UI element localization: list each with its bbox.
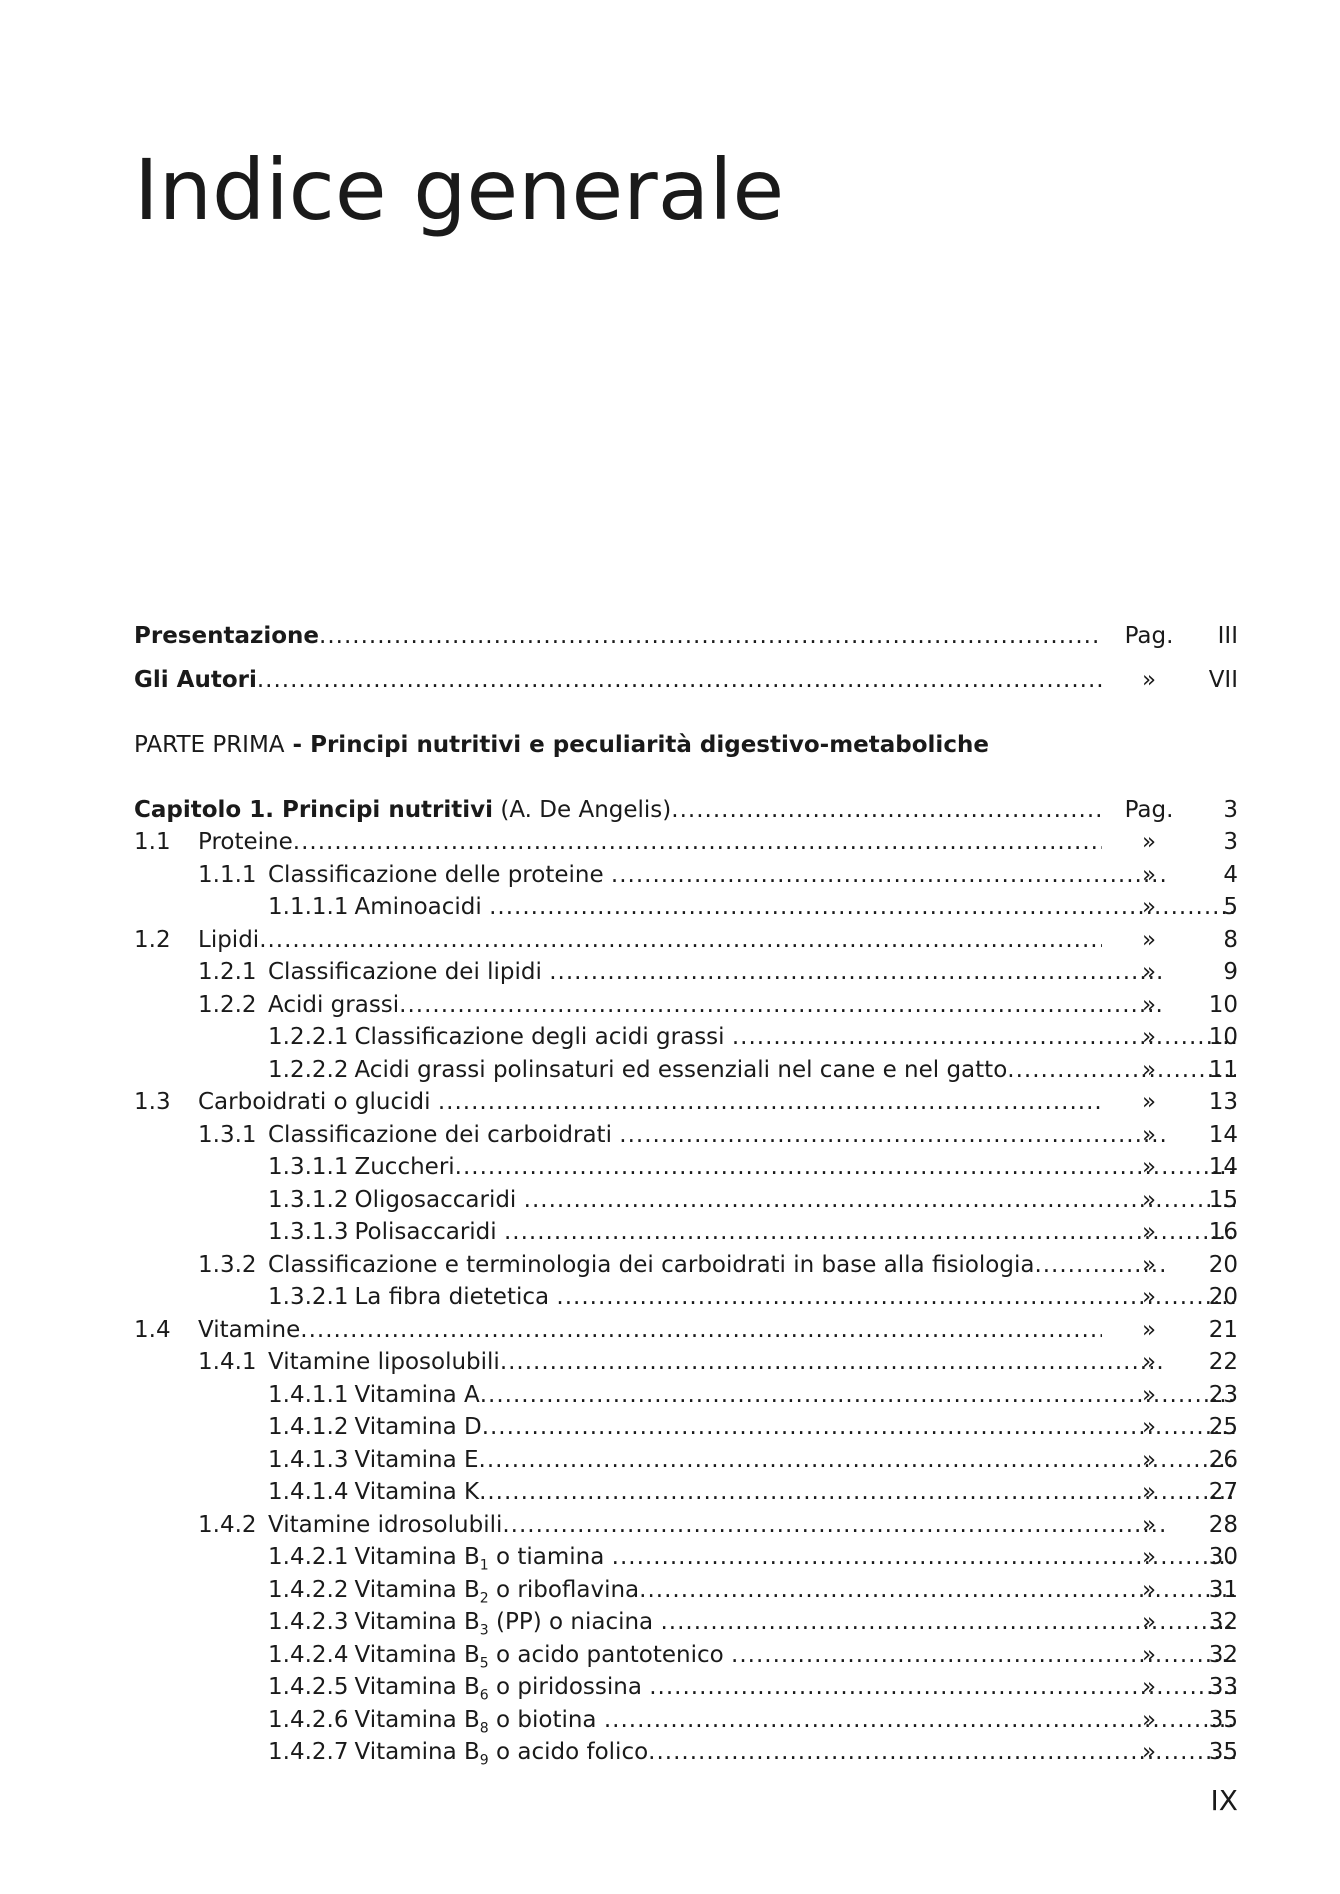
entry-number: 1.3.2.1 xyxy=(268,1284,349,1310)
entry-number: 1.4 xyxy=(134,1316,171,1343)
entry-subscript: 2 xyxy=(479,1590,489,1606)
toc-row xyxy=(134,794,1238,827)
entry-number: 1.3.1 xyxy=(198,1121,257,1148)
entry-number: 1.2.2 xyxy=(198,991,257,1018)
entry-title: Polisaccaridi xyxy=(354,1219,504,1245)
page-folio: IX xyxy=(1210,1784,1238,1817)
entry-number: 1.2.2.2 xyxy=(268,1056,349,1083)
toc-entry xyxy=(134,1151,1236,1184)
toc-row xyxy=(134,859,1238,892)
page-number: 35 xyxy=(1208,1739,1238,1765)
toc-entry xyxy=(134,1346,1166,1379)
page-unit: » xyxy=(1141,894,1157,920)
entry-title: Vitamina B xyxy=(354,1544,480,1570)
page-number: 20 xyxy=(1208,1251,1238,1278)
entry-number: 1.4.1.3 xyxy=(268,1446,349,1473)
toc-entry xyxy=(134,891,1236,924)
entry-title: Classificazione dei lipidi xyxy=(268,959,550,985)
page-number: 32 xyxy=(1208,1641,1238,1668)
chapter-title: Capitolo 1. Principi nutritivi xyxy=(134,796,494,823)
page-unit: » xyxy=(1141,1511,1157,1538)
toc-entry xyxy=(134,1086,1102,1119)
entry-title-rest: o riboflavina xyxy=(488,1576,640,1603)
page-unit: » xyxy=(1141,991,1157,1018)
toc-entry xyxy=(134,1639,1236,1672)
entry-title-rest: o biotina xyxy=(488,1706,604,1733)
page-unit: » xyxy=(1141,1251,1157,1278)
entry-title: Classificazione e terminologia dei carboidrati in base alla fisiologia xyxy=(268,1251,1035,1278)
toc-row xyxy=(134,1509,1238,1542)
entry-title-rest: o tiamina xyxy=(488,1544,612,1570)
toc-entry xyxy=(134,1541,1236,1574)
toc-entry xyxy=(134,1704,1236,1737)
entry-title: Vitamina K xyxy=(354,1479,480,1505)
toc-row xyxy=(134,1541,1238,1574)
page-unit: » xyxy=(1141,666,1157,693)
toc-row xyxy=(134,664,1238,697)
toc-row xyxy=(134,1021,1238,1054)
page-number: 10 xyxy=(1208,1024,1238,1050)
page-number: 3 xyxy=(1223,829,1238,855)
page-unit: » xyxy=(1141,1056,1157,1083)
toc-entry xyxy=(134,859,1166,892)
toc-entry xyxy=(134,1314,1102,1347)
page-unit: » xyxy=(1141,1609,1157,1635)
page-number: 21 xyxy=(1208,1316,1238,1343)
toc-entry xyxy=(134,1249,1166,1282)
entry-number: 1.2.1 xyxy=(198,959,257,985)
toc-row xyxy=(134,1639,1238,1672)
page-unit: » xyxy=(1141,926,1157,953)
page-unit: Pag. xyxy=(1124,796,1174,823)
toc-row xyxy=(134,729,1238,762)
page-number: 35 xyxy=(1208,1706,1238,1733)
toc-entry xyxy=(134,664,1102,697)
toc-entry xyxy=(134,1509,1166,1542)
toc-row xyxy=(134,989,1238,1022)
entry-number: 1.4.2.2 xyxy=(268,1576,349,1603)
entry-title-rest: (PP) o niacina xyxy=(488,1609,661,1635)
toc-entry xyxy=(134,1736,1236,1769)
page-unit: » xyxy=(1141,1186,1157,1213)
toc-entry xyxy=(134,924,1102,957)
page-number: 26 xyxy=(1208,1446,1238,1473)
entry-title: Vitamina B xyxy=(354,1706,480,1733)
toc-row xyxy=(134,1444,1238,1477)
entry-title: Vitamine liposolubili xyxy=(268,1349,500,1375)
toc-entry xyxy=(134,1281,1236,1314)
page-number: 31 xyxy=(1208,1576,1238,1603)
entry-title: Vitamina B xyxy=(354,1641,480,1668)
toc-row xyxy=(134,924,1238,957)
entry-number: 1.4.2.5 xyxy=(268,1674,349,1700)
entry-title: Vitamina D xyxy=(354,1414,482,1440)
toc-row xyxy=(134,1086,1238,1119)
page-number: 14 xyxy=(1208,1154,1238,1180)
toc-row xyxy=(134,1119,1238,1152)
entry-title: Vitamina B xyxy=(354,1739,480,1765)
page-number: 5 xyxy=(1223,894,1238,920)
page-number: 27 xyxy=(1208,1479,1238,1505)
page-number: 10 xyxy=(1208,991,1238,1018)
entry-title: La fibra dietetica xyxy=(354,1284,557,1310)
page-unit: » xyxy=(1141,1121,1157,1148)
entry-title: Vitamina B xyxy=(354,1576,480,1603)
page-unit: » xyxy=(1141,1446,1157,1473)
toc-entry xyxy=(134,1444,1236,1477)
toc-row xyxy=(134,1216,1238,1249)
page-number: 33 xyxy=(1208,1674,1238,1700)
entry-number: 1.2.2.1 xyxy=(268,1024,349,1050)
toc-entry xyxy=(134,1606,1236,1639)
page-number: 3 xyxy=(1223,796,1238,823)
entry-title: Oligosaccaridi xyxy=(354,1186,524,1213)
toc-row xyxy=(134,1346,1238,1379)
page-number: 13 xyxy=(1208,1089,1238,1115)
entry-title-rest: o piridossina xyxy=(488,1674,650,1700)
toc-row xyxy=(134,1736,1238,1769)
toc-entry xyxy=(134,1054,1236,1087)
page-number: 14 xyxy=(1208,1121,1238,1148)
entry-subscript: 9 xyxy=(479,1752,489,1769)
toc-entry xyxy=(134,1411,1236,1444)
entry-subscript: 6 xyxy=(479,1687,489,1704)
entry-title: Gli Autori xyxy=(134,666,257,693)
part-heading xyxy=(134,729,989,762)
entry-title-rest: o acido folico xyxy=(488,1739,649,1765)
page-unit: » xyxy=(1141,861,1157,888)
entry-number: 1.1.1 xyxy=(198,861,257,888)
entry-number: 1.3.1.3 xyxy=(268,1219,349,1245)
toc-entry xyxy=(134,620,1102,653)
toc-row xyxy=(134,826,1238,859)
page-unit: » xyxy=(1141,1284,1157,1310)
chapter-author: (A. De Angelis) xyxy=(493,796,672,823)
toc-entry xyxy=(134,1216,1236,1249)
toc-row xyxy=(134,1704,1238,1737)
page-unit: » xyxy=(1141,1479,1157,1505)
page-number: 15 xyxy=(1208,1186,1238,1213)
entry-number: 1.1.1.1 xyxy=(268,894,349,920)
entry-number: 1.4.1.4 xyxy=(268,1479,349,1505)
toc-row xyxy=(134,1411,1238,1444)
page-unit: Pag. xyxy=(1124,623,1174,649)
page-number: 30 xyxy=(1208,1544,1238,1570)
page-unit: » xyxy=(1141,1349,1157,1375)
toc-row xyxy=(134,1184,1238,1217)
entry-number: 1.3 xyxy=(134,1089,171,1115)
page-unit: » xyxy=(1141,1544,1157,1570)
entry-subscript: 1 xyxy=(479,1557,489,1574)
toc-row xyxy=(134,891,1238,924)
entry-number: 1.4.1.2 xyxy=(268,1414,349,1440)
entry-number: 1.4.2.4 xyxy=(268,1641,349,1668)
entry-title: Vitamina B xyxy=(354,1674,480,1700)
toc-row xyxy=(134,956,1238,989)
entry-title: Acidi grassi polinsaturi ed essenziali nel cane e nel gatto xyxy=(354,1056,1008,1083)
entry-title: Classificazione dei carboidrati xyxy=(268,1121,620,1148)
toc-row xyxy=(134,1379,1238,1412)
page-unit: » xyxy=(1141,1641,1157,1668)
entry-title: Presentazione xyxy=(134,623,320,649)
page-unit: » xyxy=(1141,1674,1157,1700)
entry-number: 1.2 xyxy=(134,926,171,953)
entry-title: Acidi grassi xyxy=(268,991,400,1018)
toc-entry xyxy=(134,826,1102,859)
toc-entry xyxy=(134,1476,1236,1509)
page-unit: » xyxy=(1141,1381,1157,1408)
page-title: Indice generale xyxy=(134,141,785,239)
entry-number: 1.3.1.1 xyxy=(268,1154,349,1180)
entry-title: Aminoacidi xyxy=(354,894,490,920)
entry-title: Vitamine idrosolubili xyxy=(268,1511,503,1538)
page-number: 11 xyxy=(1208,1056,1238,1083)
part-label: PARTE PRIMA xyxy=(134,732,285,758)
page-number: III xyxy=(1217,623,1238,649)
page-number: 9 xyxy=(1223,959,1238,985)
toc-entry xyxy=(134,794,1102,827)
toc-entry xyxy=(134,956,1166,989)
entry-title: Lipidi xyxy=(198,926,260,953)
entry-title: Classificazione degli acidi grassi xyxy=(354,1024,732,1050)
toc-entry xyxy=(134,1379,1236,1412)
entry-number: 1.3.1.2 xyxy=(268,1186,349,1213)
entry-subscript: 8 xyxy=(479,1720,489,1736)
entry-number: 1.4.1.1 xyxy=(268,1381,349,1408)
page-number: 4 xyxy=(1223,861,1238,888)
page-number: 23 xyxy=(1208,1381,1238,1408)
page-number: 20 xyxy=(1208,1284,1238,1310)
entry-title: Vitamina A xyxy=(354,1381,480,1408)
page-number: VII xyxy=(1208,666,1238,693)
entry-title: Classificazione delle proteine xyxy=(268,861,611,888)
entry-title-rest: o acido pantotenico xyxy=(488,1641,732,1668)
entry-title: Proteine xyxy=(198,829,293,855)
page-number: 8 xyxy=(1223,926,1238,953)
toc-row xyxy=(134,620,1238,653)
page-number: 16 xyxy=(1208,1219,1238,1245)
page-unit: » xyxy=(1141,959,1157,985)
page-unit: » xyxy=(1141,1219,1157,1245)
page-unit: » xyxy=(1141,1706,1157,1733)
page-number: 32 xyxy=(1208,1609,1238,1635)
page-unit: » xyxy=(1141,1739,1157,1765)
toc-row xyxy=(134,1151,1238,1184)
page-unit: » xyxy=(1141,1414,1157,1440)
toc-entry xyxy=(134,1119,1166,1152)
page-number: 22 xyxy=(1208,1349,1238,1375)
entry-title: Vitamina E xyxy=(354,1446,479,1473)
toc-row xyxy=(134,1249,1238,1282)
entry-title: Zuccheri xyxy=(354,1154,455,1180)
page-unit: » xyxy=(1141,1089,1157,1115)
toc-entry xyxy=(134,989,1166,1022)
toc-row xyxy=(134,1054,1238,1087)
entry-number: 1.3.2 xyxy=(198,1251,257,1278)
entry-number: 1.4.1 xyxy=(198,1349,257,1375)
entry-subscript: 5 xyxy=(479,1655,489,1671)
page-unit: » xyxy=(1141,1576,1157,1603)
page-unit: » xyxy=(1141,1024,1157,1050)
entry-number: 1.4.2.3 xyxy=(268,1609,349,1635)
page-unit: » xyxy=(1141,1316,1157,1343)
entry-title: Carboidrati o glucidi xyxy=(198,1089,438,1115)
entry-number: 1.4.2 xyxy=(198,1511,257,1538)
entry-number: 1.4.2.6 xyxy=(268,1706,349,1733)
entry-number: 1.4.2.7 xyxy=(268,1739,349,1765)
toc-row xyxy=(134,1314,1238,1347)
entry-title: Vitamina B xyxy=(354,1609,480,1635)
toc-row xyxy=(134,1574,1238,1607)
page-number: 25 xyxy=(1208,1414,1238,1440)
toc-entry xyxy=(134,1574,1236,1607)
toc-entry xyxy=(134,1021,1236,1054)
toc-entry xyxy=(134,1184,1236,1217)
toc-row xyxy=(134,1281,1238,1314)
entry-number: 1.4.2.1 xyxy=(268,1544,349,1570)
page-unit: » xyxy=(1141,829,1157,855)
toc-entry xyxy=(134,1671,1236,1704)
entry-number: 1.1 xyxy=(134,829,171,855)
table-of-contents xyxy=(134,620,1238,1769)
page-unit: » xyxy=(1141,1154,1157,1180)
page-number: 28 xyxy=(1208,1511,1238,1538)
toc-row xyxy=(134,1606,1238,1639)
toc-row xyxy=(134,1671,1238,1704)
entry-title: Vitamine xyxy=(198,1316,301,1343)
entry-subscript: 3 xyxy=(479,1622,489,1639)
part-title: - Principi nutritivi e peculiarità digestivo-metaboliche xyxy=(284,732,989,758)
toc-row xyxy=(134,1476,1238,1509)
